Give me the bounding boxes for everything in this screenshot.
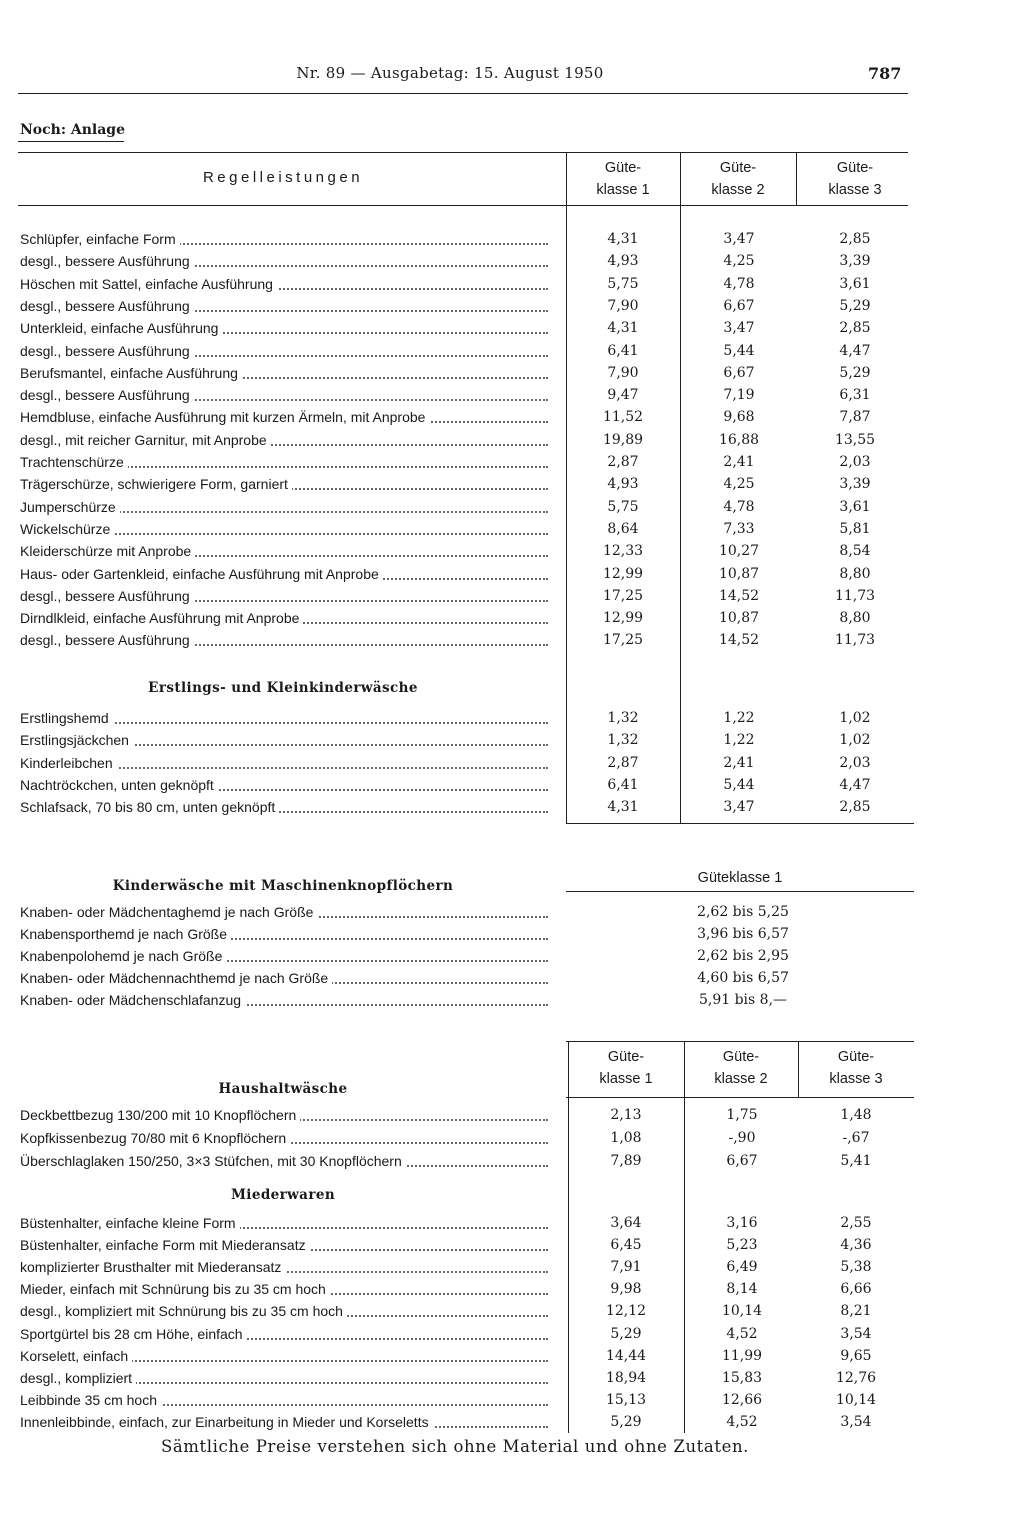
price-gueteklasse-3: 1,02 (839, 732, 871, 749)
price-gueteklasse-2: 5,44 (723, 342, 755, 359)
row-label: komplizierter Brusthalter mit Miederansatz (20, 1256, 548, 1278)
price-gueteklasse-1: 9,47 (607, 387, 639, 404)
price-gueteklasse-3: 8,21 (840, 1303, 872, 1320)
table-row (18, 340, 918, 362)
table-row (18, 1256, 918, 1278)
row-label: Erstlingsjäckchen (20, 729, 548, 751)
row-label: Knaben- oder Mädchennachthemd je nach Größe (20, 967, 548, 989)
table-row (18, 752, 918, 774)
page-number: 787 (868, 64, 902, 83)
price-range: 2,62 bis 2,95 (697, 948, 789, 964)
table-row (18, 1323, 918, 1345)
table-row (18, 1150, 918, 1172)
table-row (18, 540, 918, 562)
footer-note: Sämtliche Preise verstehen sich ohne Material und ohne Zutaten. (160, 1437, 750, 1456)
table-row (18, 629, 918, 651)
row-label: Korselett, einfach (20, 1345, 548, 1367)
price-gueteklasse-2: -,90 (728, 1130, 756, 1146)
row-label: Dirndlkleid, einfache Ausführung mit Anprobe (20, 607, 548, 629)
row-label: desgl., kompliziert (20, 1367, 548, 1389)
table3-top-rule (566, 1041, 914, 1042)
price-gueteklasse-3: 5,38 (840, 1259, 872, 1276)
table1-top-rule (18, 152, 908, 153)
price-gueteklasse-3: 5,81 (839, 520, 871, 537)
price-gueteklasse-1: 11,52 (602, 409, 644, 426)
price-gueteklasse-3: 11,73 (834, 587, 876, 604)
row-label: Höschen mit Sattel, einfache Ausführung (20, 273, 548, 295)
table-row (18, 923, 918, 945)
price-gueteklasse-3: 9,65 (840, 1347, 872, 1364)
price-gueteklasse-3: 5,41 (840, 1153, 872, 1169)
row-label: Leibbinde 35 cm hoch (20, 1389, 548, 1411)
row-label: desgl., bessere Ausführung (20, 250, 548, 272)
row-label: Deckbettbezug 130/200 mit 10 Knopflöchern (20, 1104, 548, 1126)
price-gueteklasse-1: 6,41 (607, 342, 639, 359)
row-label: Büstenhalter, einfache kleine Form (20, 1212, 548, 1234)
price-gueteklasse-2: 7,19 (723, 387, 755, 404)
price-gueteklasse-2: 4,78 (723, 498, 755, 515)
price-gueteklasse-2: 1,22 (723, 710, 755, 726)
price-gueteklasse-3: 3,61 (839, 498, 871, 515)
row-label: Schlafsack, 70 bis 80 cm, unten geknöpft (20, 796, 548, 818)
price-gueteklasse-1: 5,75 (607, 275, 639, 292)
table-row (18, 1212, 918, 1234)
price-gueteklasse-1: 15,13 (605, 1391, 647, 1408)
table-row (18, 317, 918, 339)
table-row (18, 429, 918, 451)
price-gueteklasse-3: 4,36 (840, 1237, 872, 1254)
table-row (18, 1127, 918, 1149)
price-gueteklasse-3: 3,54 (840, 1413, 872, 1430)
row-label: desgl., bessere Ausführung (20, 340, 548, 362)
table-row (18, 273, 918, 295)
price-gueteklasse-2: 3,47 (723, 320, 755, 337)
price-gueteklasse-2: 6,67 (723, 297, 755, 314)
row-label: Trägerschürze, schwierigere Form, garniert (20, 473, 548, 495)
price-gueteklasse-3: 5,29 (839, 364, 871, 381)
row-label: Berufsmantel, einfache Ausführung (20, 362, 548, 384)
price-gueteklasse-1: 1,08 (610, 1130, 642, 1146)
row-label: Trachtenschürze (20, 451, 548, 473)
table-row (18, 1367, 918, 1389)
price-gueteklasse-2: 10,87 (718, 610, 760, 627)
price-gueteklasse-1: 6,45 (610, 1237, 642, 1254)
price-gueteklasse-3: 3,54 (840, 1325, 872, 1342)
price-gueteklasse-1: 9,98 (610, 1281, 642, 1298)
price-gueteklasse-1: 2,87 (607, 454, 639, 470)
price-gueteklasse-3: 12,76 (835, 1369, 877, 1386)
price-gueteklasse-2: 9,68 (723, 409, 755, 426)
table-row (18, 1234, 918, 1256)
table-row (18, 796, 918, 818)
table-row (18, 1300, 918, 1322)
section-title-erstlings: Erstlings- und Kleinkinderwäsche (148, 680, 418, 696)
table-row (18, 967, 918, 989)
row-label: Schlüpfer, einfache Form (20, 228, 548, 250)
col-header-gueteklasse-2: Güte- klasse 2 (711, 160, 765, 198)
price-gueteklasse-1: 14,44 (605, 1347, 647, 1364)
row-label: desgl., bessere Ausführung (20, 585, 548, 607)
row-label: Büstenhalter, einfache Form mit Miederansatz (20, 1234, 548, 1256)
price-gueteklasse-1: 7,90 (607, 364, 639, 381)
price-gueteklasse-2: 16,88 (718, 431, 760, 448)
price-gueteklasse-3: 2,85 (839, 799, 871, 816)
table-row (18, 406, 918, 428)
noch-anlage-label: Noch: Anlage (20, 122, 126, 138)
price-gueteklasse-2: 3,47 (723, 799, 755, 816)
table-row (18, 1104, 918, 1126)
table3-header-rule (566, 1097, 914, 1098)
row-label: desgl., bessere Ausführung (20, 629, 548, 651)
price-gueteklasse-1: 5,75 (607, 498, 639, 515)
price-gueteklasse-1: 7,90 (607, 297, 639, 314)
price-gueteklasse-3: 3,39 (839, 476, 871, 493)
price-gueteklasse-3: 8,54 (839, 543, 871, 560)
kinder-header-rule (566, 891, 914, 892)
price-gueteklasse-2: 4,25 (723, 476, 755, 493)
price-range: 3,96 bis 6,57 (697, 926, 789, 942)
section-title-kinderwaesche: Kinderwäsche mit Maschinenknopflöchern (112, 878, 454, 894)
price-gueteklasse-1: 19,89 (602, 431, 644, 448)
price-gueteklasse-2: 3,16 (726, 1215, 758, 1231)
price-gueteklasse-2: 15,83 (721, 1369, 763, 1386)
t3-col-header-gueteklasse-3: Güte- klasse 3 (829, 1049, 883, 1087)
price-gueteklasse-3: 3,39 (839, 253, 871, 270)
row-label: Kinderleibchen (20, 752, 548, 774)
section-title-haushaltwaesche: Haushaltwäsche (218, 1081, 348, 1097)
table-row (18, 1411, 918, 1433)
row-label: desgl., bessere Ausführung (20, 295, 548, 317)
price-gueteklasse-1: 4,31 (607, 231, 639, 247)
table-row (18, 518, 918, 540)
price-gueteklasse-1: 12,33 (602, 543, 644, 560)
price-gueteklasse-1: 2,87 (607, 754, 639, 771)
table-row (18, 451, 918, 473)
table-row (18, 729, 918, 751)
row-label: Knabenpolohemd je nach Größe (20, 945, 548, 967)
price-gueteklasse-2: 1,22 (723, 732, 755, 749)
price-gueteklasse-3: 2,03 (839, 754, 871, 771)
price-gueteklasse-2: 2,41 (723, 454, 755, 470)
price-gueteklasse-2: 8,14 (726, 1281, 758, 1298)
table-row (18, 1278, 918, 1300)
row-label: Jumperschürze (20, 496, 548, 518)
row-label: Knaben- oder Mädchentaghemd je nach Größe (20, 901, 548, 923)
price-gueteklasse-1: 17,25 (602, 587, 644, 604)
price-range: 2,62 bis 5,25 (697, 904, 789, 920)
table-row (18, 707, 918, 729)
t3-col-header-gueteklasse-2: Güte- klasse 2 (714, 1049, 768, 1087)
price-gueteklasse-1: 12,99 (602, 565, 644, 582)
price-gueteklasse-3: 13,55 (834, 431, 876, 448)
price-gueteklasse-3: 10,14 (835, 1391, 877, 1408)
row-label: Erstlingshemd (20, 707, 548, 729)
price-gueteklasse-2: 6,67 (723, 364, 755, 381)
price-gueteklasse-1: 6,41 (607, 776, 639, 793)
price-gueteklasse-3: 5,29 (839, 297, 871, 314)
price-gueteklasse-3: 2,85 (839, 320, 871, 337)
price-gueteklasse-3: -,67 (842, 1130, 870, 1146)
price-gueteklasse-3: 6,31 (839, 387, 871, 404)
price-gueteklasse-3: 1,48 (840, 1107, 872, 1123)
table-row (18, 473, 918, 495)
price-gueteklasse-3: 7,87 (839, 409, 871, 426)
table1-bottom-rule (566, 823, 914, 824)
row-label: desgl., bessere Ausführung (20, 384, 548, 406)
price-gueteklasse-2: 12,66 (721, 1391, 763, 1408)
price-gueteklasse-2: 5,23 (726, 1237, 758, 1254)
row-label: Sportgürtel bis 28 cm Höhe, einfach (20, 1323, 548, 1345)
table-row (18, 945, 918, 967)
row-label: Mieder, einfach mit Schnürung bis zu 35 cm hoch (20, 1278, 548, 1300)
table-row (18, 496, 918, 518)
row-label: Unterkleid, einfache Ausführung (20, 317, 548, 339)
price-gueteklasse-2: 4,25 (723, 253, 755, 270)
table-row (18, 774, 918, 796)
table-row (18, 1389, 918, 1411)
price-gueteklasse-1: 4,93 (607, 476, 639, 493)
price-gueteklasse-3: 4,47 (839, 342, 871, 359)
price-gueteklasse-1: 4,31 (607, 799, 639, 816)
price-gueteklasse-2: 6,49 (726, 1259, 758, 1276)
price-gueteklasse-1: 12,99 (602, 610, 644, 627)
t3-col-header-gueteklasse-1: Güte- klasse 1 (599, 1049, 653, 1087)
table-row (18, 607, 918, 629)
price-gueteklasse-2: 3,47 (723, 231, 755, 247)
price-gueteklasse-1: 1,32 (607, 710, 639, 726)
price-gueteklasse-3: 8,80 (839, 610, 871, 627)
row-label: Wickelschürze (20, 518, 548, 540)
regelleistungen-heading: Regelleistungen (202, 169, 364, 186)
price-range: 4,60 bis 6,57 (697, 970, 789, 986)
price-gueteklasse-2: 10,87 (718, 565, 760, 582)
header-rule (18, 93, 908, 94)
price-gueteklasse-1: 7,89 (610, 1153, 642, 1169)
col-header-gueteklasse-1-range: Güteklasse 1 (697, 870, 783, 886)
price-gueteklasse-1: 4,93 (607, 253, 639, 270)
price-gueteklasse-3: 2,03 (839, 454, 871, 470)
price-gueteklasse-2: 5,44 (723, 776, 755, 793)
price-gueteklasse-1: 3,64 (610, 1215, 642, 1231)
table-row (18, 228, 918, 250)
table-row (18, 384, 918, 406)
row-label: Knabensporthemd je nach Größe (20, 923, 548, 945)
price-gueteklasse-1: 17,25 (602, 632, 644, 649)
row-label: desgl., mit reicher Garnitur, mit Anprobe (20, 429, 548, 451)
table-row (18, 563, 918, 585)
price-range: 5,91 bis 8,— (698, 992, 788, 1008)
table-row (18, 989, 918, 1011)
price-gueteklasse-1: 8,64 (607, 520, 639, 537)
price-gueteklasse-2: 1,75 (726, 1107, 758, 1123)
price-gueteklasse-1: 4,31 (607, 320, 639, 337)
row-label: Knaben- oder Mädchenschlafanzug (20, 989, 548, 1011)
table-row (18, 362, 918, 384)
table-row (18, 901, 918, 923)
table-row (18, 295, 918, 317)
price-gueteklasse-1: 2,13 (610, 1107, 642, 1123)
row-label: Hemdbluse, einfache Ausführung mit kurzen Ärmeln, mit Anprobe (20, 406, 548, 428)
table-row (18, 1345, 918, 1367)
price-gueteklasse-2: 11,99 (721, 1347, 763, 1364)
price-gueteklasse-2: 10,14 (721, 1303, 763, 1320)
price-gueteklasse-3: 1,02 (839, 710, 871, 726)
table1-header-rule (18, 205, 908, 206)
table-row (18, 585, 918, 607)
price-gueteklasse-1: 5,29 (610, 1325, 642, 1342)
table-row (18, 250, 918, 272)
price-gueteklasse-2: 14,52 (718, 632, 760, 649)
row-label: Überschlaglaken 150/250, 3×3 Stüfchen, mit 30 Knopflöchern (20, 1150, 548, 1172)
price-gueteklasse-2: 6,67 (726, 1153, 758, 1169)
price-gueteklasse-1: 5,29 (610, 1413, 642, 1430)
price-gueteklasse-1: 18,94 (605, 1369, 647, 1386)
row-label: Innenleibbinde, einfach, zur Einarbeitung in Mieder und Korseletts (20, 1411, 548, 1433)
noch-anlage-underline (18, 141, 124, 142)
col-header-gueteklasse-3: Güte- klasse 3 (828, 160, 882, 198)
row-label: Kleiderschürze mit Anprobe (20, 540, 548, 562)
price-gueteklasse-2: 4,52 (726, 1413, 758, 1430)
price-gueteklasse-3: 4,47 (839, 776, 871, 793)
price-gueteklasse-2: 7,33 (723, 520, 755, 537)
section-title-miederwaren: Miederwaren (230, 1187, 336, 1203)
price-gueteklasse-2: 2,41 (723, 754, 755, 771)
price-gueteklasse-2: 14,52 (718, 587, 760, 604)
row-label: Haus- oder Gartenkleid, einfache Ausführung mit Anprobe (20, 563, 548, 585)
price-gueteklasse-2: 10,27 (718, 543, 760, 560)
price-gueteklasse-3: 2,85 (839, 231, 871, 247)
price-gueteklasse-3: 2,55 (840, 1215, 872, 1231)
price-gueteklasse-3: 8,80 (839, 565, 871, 582)
price-gueteklasse-3: 6,66 (840, 1281, 872, 1298)
row-label: Kopfkissenbezug 70/80 mit 6 Knopflöchern (20, 1127, 548, 1149)
price-gueteklasse-2: 4,52 (726, 1325, 758, 1342)
price-gueteklasse-3: 3,61 (839, 275, 871, 292)
col-header-gueteklasse-1: Güte- klasse 1 (596, 160, 650, 198)
row-label: Nachtröckchen, unten geknöpft (20, 774, 548, 796)
price-gueteklasse-1: 7,91 (610, 1259, 642, 1276)
price-gueteklasse-1: 12,12 (605, 1303, 647, 1320)
price-gueteklasse-3: 11,73 (834, 632, 876, 649)
price-gueteklasse-1: 1,32 (607, 732, 639, 749)
price-gueteklasse-2: 4,78 (723, 275, 755, 292)
issue-header: Nr. 89 — Ausgabetag: 15. August 1950 (296, 64, 604, 82)
row-label: desgl., kompliziert mit Schnürung bis zu 35 cm hoch (20, 1300, 548, 1322)
